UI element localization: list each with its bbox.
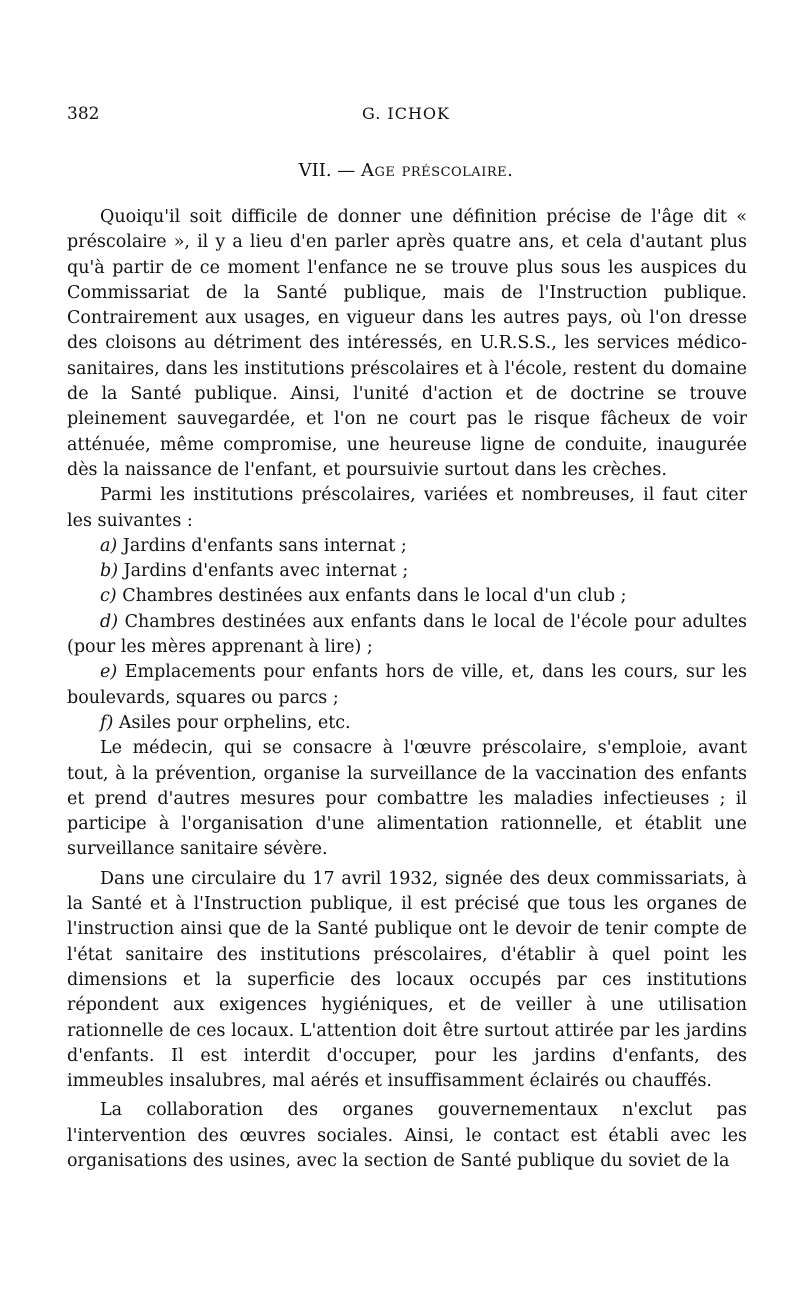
section-number: VII. —: [298, 160, 356, 181]
list-item-letter: d): [100, 611, 119, 632]
section-title-text: Age préscolaire.: [361, 160, 514, 181]
page-header: [67, 104, 745, 132]
list-item-letter: b): [100, 561, 119, 582]
list-item: [67, 584, 747, 609]
list-item-text: Jardins d'enfants sans internat ;: [122, 535, 407, 556]
list-item-letter: e): [100, 662, 118, 683]
list-item-text: Chambres destinées aux enfants dans le local de l'école pour adultes (pour les mères apprenant à lire) ;: [67, 611, 747, 658]
list-item-letter: a): [100, 535, 118, 556]
list-item-letter: c): [100, 586, 117, 607]
list-item-letter: f): [100, 712, 114, 733]
paragraph: Quoiqu'il soit difficile de donner une définition précise de l'âge dit « préscolaire », il y a lieu d'en parler après quatre ans, et cela d'autant plus qu'à partir de ce moment l'enfance ne se trouve plus sous les auspices du Commissariat de la Santé publique, mais de l'Instruction publique. Contrairement aux usages, en vigueur dans les autres pays, où l'on dresse des cloisons au détriment des intéressés, en U.R.S.S., les services médico-sanitaires, dans les institutions préscolaires et à l'école, restent du domaine de la Santé publique. Ainsi, l'unité d'action et de doctrine se trouve pleinement sauvegardée, et l'on ne court pas le risque fâcheux de voir atténuée, même compromise, une heureuse ligne de conduite, inaugurée dès la naissance de l'enfant, et poursuivie surtout dans les crèches.: [67, 207, 747, 480]
list-item: [67, 660, 747, 711]
list-item-text: Emplacements pour enfants hors de ville, et, dans les cours, sur les boulevards, squares ou parcs ;: [67, 662, 747, 708]
paragraph: Dans une circulaire du 17 avril 1932, signée des deux commissariats, à la Santé et à l'Instruction publique, il est précisé que tous les organes de l'instruction ainsi que de la Santé publique ont le devoir de tenir compte de l'état sanitaire des institutions préscolaires, d'établir à quel point les dimensions et la superficie des locaux occupés par ces institutions répondent aux exigences hygiéniques, et de veiller à une utilisation rationnelle de ces locaux. L'attention doit être surtout attirée par les jardins d'enfants. Il est interdit d'occuper, pour les jardins d'enfants, des immeubles insalubres, mal aérés et insuffisamment éclairés ou chauffés.: [67, 868, 747, 1092]
list-item-text: Chambres destinées aux enfants dans le local d'un club ;: [122, 586, 627, 607]
paragraph: Le médecin, qui se consacre à l'œuvre préscolaire, s'emploie, avant tout, à la prévention, organise la surveillance de la vaccination des enfants et prend d'autres mesures pour combattre les maladies infectieuses ; il participe à l'organisation d'une alimentation rationnelle, et établit une surveillance sanitaire sévère.: [67, 738, 747, 860]
list-item: [67, 534, 747, 559]
running-head: G. ICHOK: [362, 104, 450, 123]
list-item: [67, 559, 747, 584]
list-item: [67, 610, 747, 661]
list-item-text: Asiles pour orphelins, etc.: [118, 712, 351, 733]
section-title: [67, 160, 745, 181]
list-item: [67, 711, 747, 736]
body-text: [67, 205, 747, 1174]
paragraph: Parmi les institutions préscolaires, variées et nombreuses, il faut citer les suivantes :: [67, 485, 747, 531]
page-number: 382: [67, 104, 100, 124]
paragraph: La collaboration des organes gouvernementaux n'exclut pas l'intervention des œuvres sociales. Ainsi, le contact est établi avec les organisations des usines, avec la section de Santé publique du soviet de la: [67, 1100, 747, 1171]
list-item-text: Jardins d'enfants avec internat ;: [123, 561, 409, 582]
